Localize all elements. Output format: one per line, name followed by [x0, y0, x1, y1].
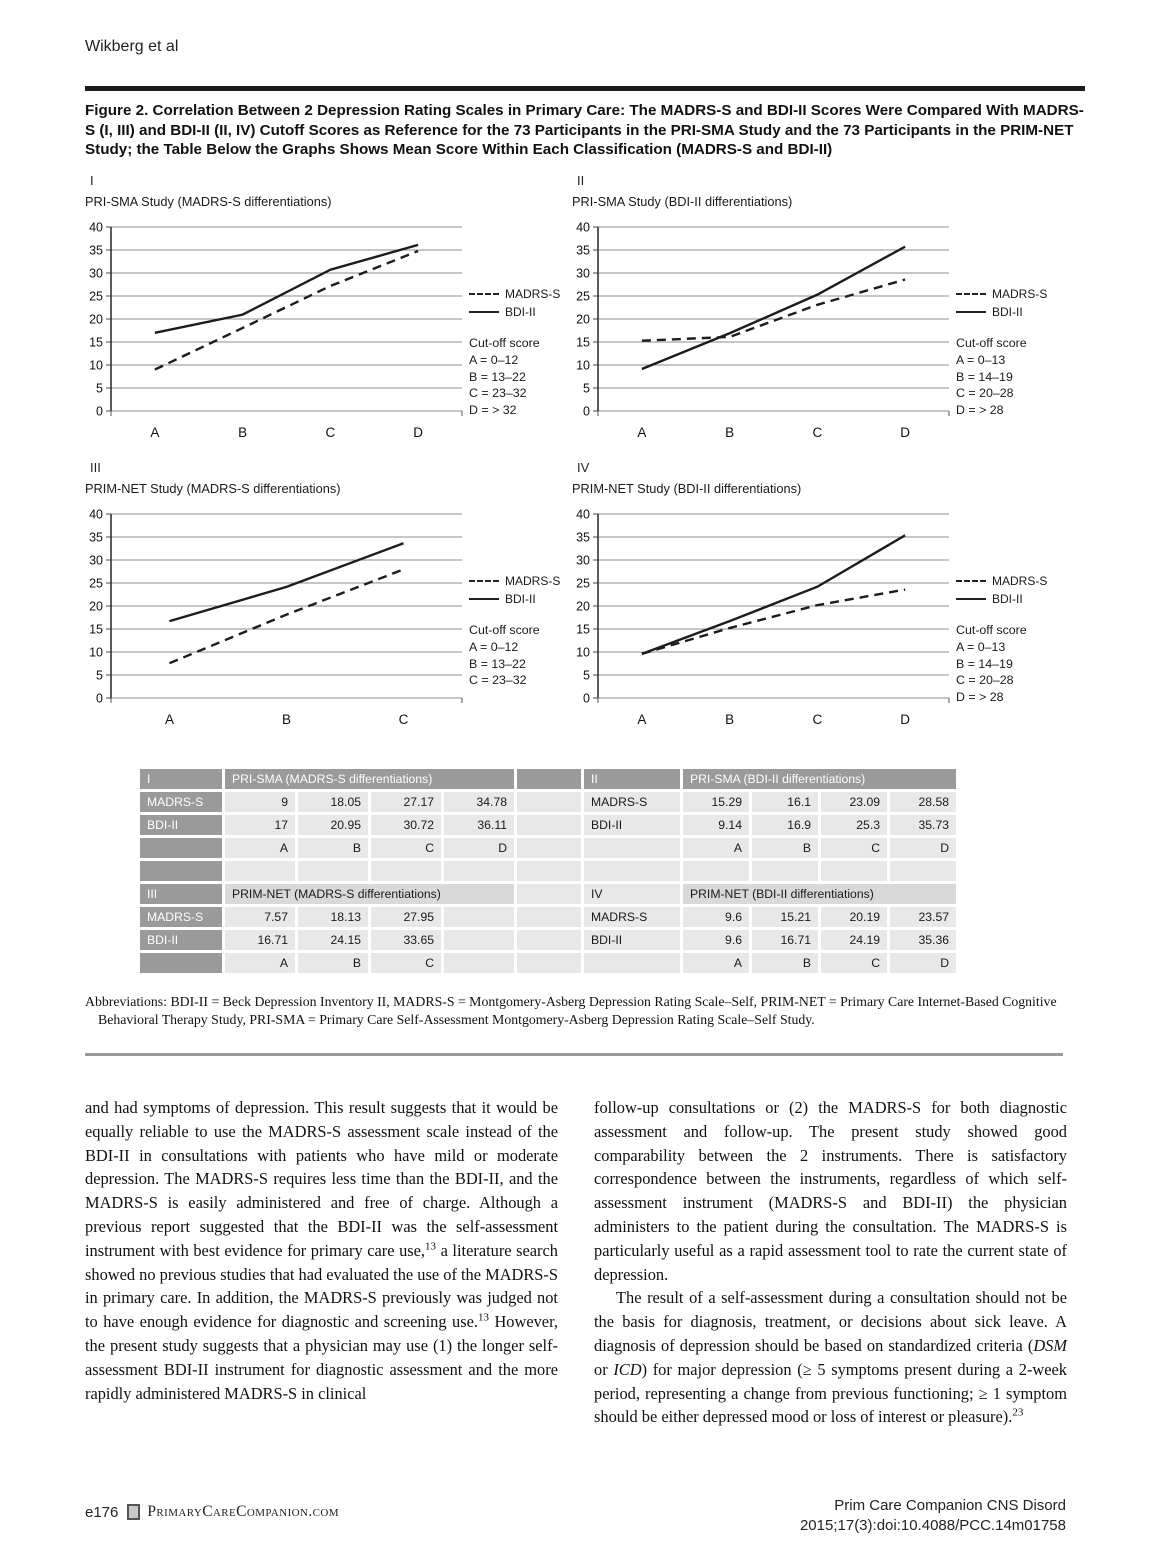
legend-entry [469, 285, 585, 303]
legend-label: MADRS-S [992, 574, 1048, 588]
svg-text:D: D [900, 712, 910, 727]
svg-text:B: B [725, 425, 735, 440]
table-cell: PRI-SMA (MADRS-S differentiations) [225, 769, 514, 789]
cutoff-line: A = 0–13 [956, 639, 1006, 654]
chart-legend [956, 572, 1072, 706]
table-cell: 16.71 [225, 930, 295, 950]
svg-text:40: 40 [89, 507, 103, 522]
cutoff-line: B = 13–22 [469, 656, 526, 671]
svg-text:35: 35 [89, 243, 103, 258]
svg-text:20: 20 [89, 312, 103, 327]
svg-text:10: 10 [576, 645, 590, 660]
table-cell: I [140, 769, 222, 789]
table-cell: BDI-II [584, 930, 680, 950]
footnote-ref: 13 [477, 1311, 489, 1324]
cutoff-line: C = 20–28 [956, 386, 1014, 401]
table-cell: 27.95 [371, 907, 441, 927]
table-cell: MADRS-S [584, 907, 680, 927]
table-row [140, 861, 956, 881]
italic-term: DSM [1033, 1335, 1067, 1355]
table-cell [140, 861, 222, 881]
body-text: and had symptoms of depression. This result suggests that it would be equally reliable to use the MADRS-S assessment scale instead of the BDI-II in consultations with patients who have mild or moderate depression. The MADRS-S requires less time than the BDI-II, and the MADRS-S is easily administered and free of charge. Although a previous report suggested that the BDI-II was the self-assessment instrument with best evidence for primary care use, [85, 1098, 558, 1260]
legend-label: MADRS-S [992, 287, 1048, 301]
svg-text:C: C [325, 425, 336, 440]
cutoff-title: Cut-off score [469, 336, 540, 350]
table-cell: II [584, 769, 680, 789]
table-cell [140, 838, 222, 858]
table-cell: 33.65 [371, 930, 441, 950]
svg-text:0: 0 [583, 691, 590, 706]
table-cell: 9.14 [683, 815, 749, 835]
citation-doi: 2015;17(3):doi:10.4088/PCC.14m01758 [799, 1516, 1066, 1534]
table-cell: A [225, 838, 295, 858]
chart-plot [572, 504, 956, 734]
table-cell: 9 [225, 792, 295, 812]
dashed-line-sample [469, 580, 499, 582]
chart-numeral: I [90, 173, 94, 188]
table-cell: 15.29 [683, 792, 749, 812]
body-right-column [594, 1096, 1067, 1429]
cutoff-line: D = > 28 [956, 403, 1004, 418]
svg-text:15: 15 [576, 622, 590, 637]
chart-panel-I [85, 173, 585, 460]
legend-entry [956, 285, 1072, 303]
table-cell: MADRS-S [140, 907, 222, 927]
table-cell [752, 861, 818, 881]
svg-text:B: B [281, 712, 292, 727]
table-cell: 17 [225, 815, 295, 835]
svg-text:30: 30 [576, 553, 590, 568]
table-cell: 34.78 [444, 792, 514, 812]
legend-label: BDI-II [505, 592, 536, 606]
table-cell: 18.13 [298, 907, 368, 927]
legend-entry [469, 572, 585, 590]
table-cell: C [371, 953, 441, 973]
table-cell: C [821, 838, 887, 858]
svg-text:C: C [812, 425, 823, 440]
chart-numeral: IV [577, 460, 590, 475]
table-cell: 23.09 [821, 792, 887, 812]
table-cell: 20.95 [298, 815, 368, 835]
chart-legend [956, 285, 1072, 419]
series-line-MADRS-S [155, 251, 418, 370]
table-cell: 16.71 [752, 930, 818, 950]
table-cell: 28.58 [890, 792, 956, 812]
body-text: or [594, 1359, 614, 1379]
table-cell: D [444, 838, 514, 858]
svg-text:0: 0 [583, 404, 590, 419]
svg-text:25: 25 [89, 289, 103, 304]
chart-plot [85, 504, 469, 734]
table-row [140, 953, 956, 973]
legend-entry [956, 303, 1072, 321]
footer-right [800, 1496, 1066, 1535]
solid-line-sample [956, 311, 986, 313]
dashed-line-sample [956, 293, 986, 295]
svg-text:30: 30 [576, 266, 590, 281]
svg-text:20: 20 [576, 599, 590, 614]
table-row [140, 769, 956, 789]
abbreviations-note: Abbreviations: BDI-II = Beck Depression Inventory II, MADRS-S = Montgomery-Asberg Depression Rating Scale–Self, PRIM-NET = Primary Care Internet-Based Cognitive Behavioral Therapy Study, PRI-SMA = Primary Care Self-Assessment Montgomery-Asberg Depression Rating Scale–Self Study. [85, 994, 1057, 1027]
table-cell: 7.57 [225, 907, 295, 927]
svg-text:40: 40 [89, 220, 103, 235]
svg-text:30: 30 [89, 553, 103, 568]
cutoff-line: A = 0–12 [469, 639, 519, 654]
table-cell: BDI-II [140, 815, 222, 835]
chart-plot [85, 217, 469, 447]
table-cell: 25.3 [821, 815, 887, 835]
body-text: However, the present study suggests that a physician may use (1) the longer self-assessment BDI-II instrument for diagnostic assessment and the more rapidly administered MADRS-S in clinical [85, 1312, 558, 1403]
table-cell [298, 861, 368, 881]
table-cell [584, 861, 680, 881]
table-cell: PRIM-NET (BDI-II differentiations) [683, 884, 956, 904]
table-cell: 23.57 [890, 907, 956, 927]
series-line-BDI-II [642, 535, 905, 653]
solid-line-sample [956, 598, 986, 600]
table-cell [444, 930, 514, 950]
chart-panel-IV [572, 460, 1072, 747]
journal-name: Prim Care Companion CNS Disord [834, 1497, 1066, 1514]
body-text: ) for major depression (≥ 5 symptoms present during a 2-week period, representing a change from previous functioning; ≥ 1 symptom should be either depressed mood or loss of interest or pleasure). [594, 1359, 1067, 1427]
svg-text:A: A [150, 425, 160, 440]
svg-text:A: A [637, 425, 647, 440]
cutoff-line: A = 0–13 [956, 352, 1006, 367]
table-row [140, 884, 956, 904]
solid-line-sample [469, 311, 499, 313]
series-line-BDI-II [642, 247, 905, 369]
svg-text:15: 15 [89, 335, 103, 350]
table-cell: 30.72 [371, 815, 441, 835]
table-cell [517, 930, 581, 950]
footer-site-name: PrimaryCareCompanion.com [147, 1503, 339, 1520]
table-cell: 9.6 [683, 907, 749, 927]
cutoff-score-block [469, 335, 585, 419]
table-cell [371, 861, 441, 881]
table-cell: A [683, 953, 749, 973]
table-cell: 35.36 [890, 930, 956, 950]
svg-text:5: 5 [583, 381, 590, 396]
table-cell: C [371, 838, 441, 858]
table-cell: 20.19 [821, 907, 887, 927]
body-text: a literature search showed no previous studies that had evaluated the use of the MADRS-S in primary care. In addition, the MADRS-S previously was judged not to have enough evidence for diagnostic and screening use. [85, 1240, 558, 1332]
cutoff-line: D = > 28 [956, 690, 1004, 705]
legend-label: BDI-II [992, 305, 1023, 319]
table-cell: MADRS-S [584, 792, 680, 812]
legend-entry [469, 303, 585, 321]
svg-text:B: B [725, 712, 735, 727]
table-cell [517, 953, 581, 973]
legend-entry [469, 590, 585, 608]
table-row [140, 930, 956, 950]
svg-text:A: A [637, 712, 647, 727]
svg-text:25: 25 [89, 576, 103, 591]
svg-text:5: 5 [583, 668, 590, 683]
svg-text:0: 0 [96, 691, 103, 706]
italic-term: ICD [613, 1359, 642, 1379]
table-cell: B [752, 953, 818, 973]
svg-text:5: 5 [96, 381, 103, 396]
cutoff-line: C = 23–32 [469, 673, 527, 688]
table-cell [517, 907, 581, 927]
cutoff-line: D = > 32 [469, 403, 517, 418]
series-line-MADRS-S [642, 590, 905, 654]
cutoff-line: C = 20–28 [956, 673, 1014, 688]
table-cell: IV [584, 884, 680, 904]
table-cell: 18.05 [298, 792, 368, 812]
cutoff-line: A = 0–12 [469, 352, 519, 367]
table-cell [444, 907, 514, 927]
chart-plot [572, 217, 956, 447]
table-cell [225, 861, 295, 881]
table-cell: PRI-SMA (BDI-II differentiations) [683, 769, 956, 789]
table-cell: 16.9 [752, 815, 818, 835]
table-cell: 36.11 [444, 815, 514, 835]
table-cell: B [752, 838, 818, 858]
svg-text:15: 15 [89, 622, 103, 637]
top-rule [85, 86, 1085, 91]
svg-text:10: 10 [89, 645, 103, 660]
table-row [140, 815, 956, 835]
chart-panel-II [572, 173, 1072, 460]
cutoff-line: B = 14–19 [956, 369, 1013, 384]
svg-text:10: 10 [89, 358, 103, 373]
body-left-column [85, 1096, 558, 1405]
svg-text:5: 5 [96, 668, 103, 683]
svg-text:25: 25 [576, 289, 590, 304]
chart-title: PRIM-NET Study (BDI-II differentiations) [572, 481, 802, 496]
svg-text:25: 25 [576, 576, 590, 591]
cutoff-title: Cut-off score [956, 623, 1027, 637]
table-cell: D [890, 953, 956, 973]
table-cell: 16.1 [752, 792, 818, 812]
table-cell: 24.19 [821, 930, 887, 950]
table-cell: A [683, 838, 749, 858]
table-row [140, 792, 956, 812]
table-cell [584, 838, 680, 858]
table-cell [444, 953, 514, 973]
table-cell: D [890, 838, 956, 858]
cutoff-title: Cut-off score [469, 623, 540, 637]
svg-text:A: A [164, 712, 175, 727]
chart-title: PRI-SMA Study (BDI-II differentiations) [572, 194, 793, 209]
dashed-line-sample [956, 580, 986, 582]
body-text: The result of a self-assessment during a consultation should not be the basis for diagnosis, treatment, or decisions about sick leave. A diagnosis of depression should be based on standardized criteria ( [594, 1288, 1067, 1355]
table-cell: B [298, 838, 368, 858]
svg-text:20: 20 [89, 599, 103, 614]
table-cell [517, 815, 581, 835]
svg-text:10: 10 [576, 358, 590, 373]
svg-text:D: D [413, 425, 423, 440]
legend-label: BDI-II [505, 305, 536, 319]
table-cell: C [821, 953, 887, 973]
paragraph [85, 1096, 558, 1405]
svg-text:D: D [900, 425, 910, 440]
journal-logo-icon [127, 1504, 140, 1520]
table-cell: BDI-II [584, 815, 680, 835]
figure-charts-area [85, 173, 1095, 763]
series-line-MADRS-S [642, 280, 905, 341]
table-cell [517, 769, 581, 789]
table-cell [517, 884, 581, 904]
table-cell [683, 861, 749, 881]
series-line-BDI-II [155, 245, 418, 333]
legend-entry [956, 572, 1072, 590]
table-cell: 24.15 [298, 930, 368, 950]
footer-left [85, 1503, 339, 1521]
table-cell [584, 953, 680, 973]
table-cell [444, 861, 514, 881]
chart-legend [469, 572, 585, 689]
svg-text:40: 40 [576, 220, 590, 235]
svg-text:0: 0 [96, 404, 103, 419]
page-number: e176 [85, 1503, 119, 1521]
table-cell: III [140, 884, 222, 904]
svg-text:20: 20 [576, 312, 590, 327]
svg-text:35: 35 [89, 530, 103, 545]
table-cell [821, 861, 887, 881]
chart-numeral: II [577, 173, 585, 188]
chart-panel-III [85, 460, 585, 747]
table-cell: A [225, 953, 295, 973]
legend-entry [956, 590, 1072, 608]
dashed-line-sample [469, 293, 499, 295]
cutoff-line: C = 23–32 [469, 386, 527, 401]
svg-text:35: 35 [576, 530, 590, 545]
mean-score-table [137, 766, 959, 976]
table-cell [517, 792, 581, 812]
table-cell: 15.21 [752, 907, 818, 927]
svg-text:B: B [238, 425, 248, 440]
cutoff-score-block [956, 622, 1072, 706]
cutoff-line: B = 14–19 [956, 656, 1013, 671]
svg-text:15: 15 [576, 335, 590, 350]
running-head: Wikberg et al [85, 38, 179, 55]
svg-text:C: C [812, 712, 823, 727]
chart-title: PRIM-NET Study (MADRS-S differentiations) [85, 481, 341, 496]
figure-bottom-rule [85, 1053, 1063, 1056]
table-row [140, 907, 956, 927]
table-cell: BDI-II [140, 930, 222, 950]
legend-label: BDI-II [992, 592, 1023, 606]
table-cell [140, 953, 222, 973]
legend-label: MADRS-S [505, 287, 561, 301]
table-cell [890, 861, 956, 881]
table-cell: 9.6 [683, 930, 749, 950]
cutoff-score-block [469, 622, 585, 689]
table-cell: 27.17 [371, 792, 441, 812]
table-row [140, 838, 956, 858]
paragraph [594, 1286, 1067, 1429]
cutoff-score-block [956, 335, 1072, 419]
footnote-ref: 23 [1012, 1406, 1024, 1419]
svg-text:C: C [398, 712, 409, 727]
chart-title: PRI-SMA Study (MADRS-S differentiations) [85, 194, 332, 209]
solid-line-sample [469, 598, 499, 600]
chart-legend [469, 285, 585, 419]
cutoff-line: B = 13–22 [469, 369, 526, 384]
svg-text:35: 35 [576, 243, 590, 258]
chart-numeral: III [90, 460, 101, 475]
table-cell [517, 838, 581, 858]
cutoff-title: Cut-off score [956, 336, 1027, 350]
table-cell: MADRS-S [140, 792, 222, 812]
table-cell: B [298, 953, 368, 973]
figure-caption: Figure 2. Correlation Between 2 Depression Rating Scales in Primary Care: The MADRS-S and BDI-II Scores Were Compared With MADRS-S (I, III) and BDI-II (II, IV) Cutoff Scores as Reference for the 73 Participants in the PRI-SMA Study and the 73 Participants in the PRIM-NET Study; the Table Below the Graphs Shows Mean Score Within Each Classification (MADRS-S and BDI-II) [85, 102, 1084, 158]
table-cell: 35.73 [890, 815, 956, 835]
table-cell: PRIM-NET (MADRS-S differentiations) [225, 884, 514, 904]
svg-text:30: 30 [89, 266, 103, 281]
legend-label: MADRS-S [505, 574, 561, 588]
body-text: follow-up consultations or (2) the MADRS-S for both diagnostic assessment and follow-up. The present study showed good comparability between the 2 instruments. There is satisfactory correspondence between the instruments, regardless of which self-assessment instrument (MADRS-S and BDI-II) the physician administers to the patient during the consultation. The MADRS-S is particularly useful as a rapid assessment tool to rate the current state of depression. [594, 1098, 1067, 1284]
paragraph [594, 1096, 1067, 1286]
footnote-ref: 13 [425, 1240, 437, 1253]
svg-text:40: 40 [576, 507, 590, 522]
table-cell [517, 861, 581, 881]
